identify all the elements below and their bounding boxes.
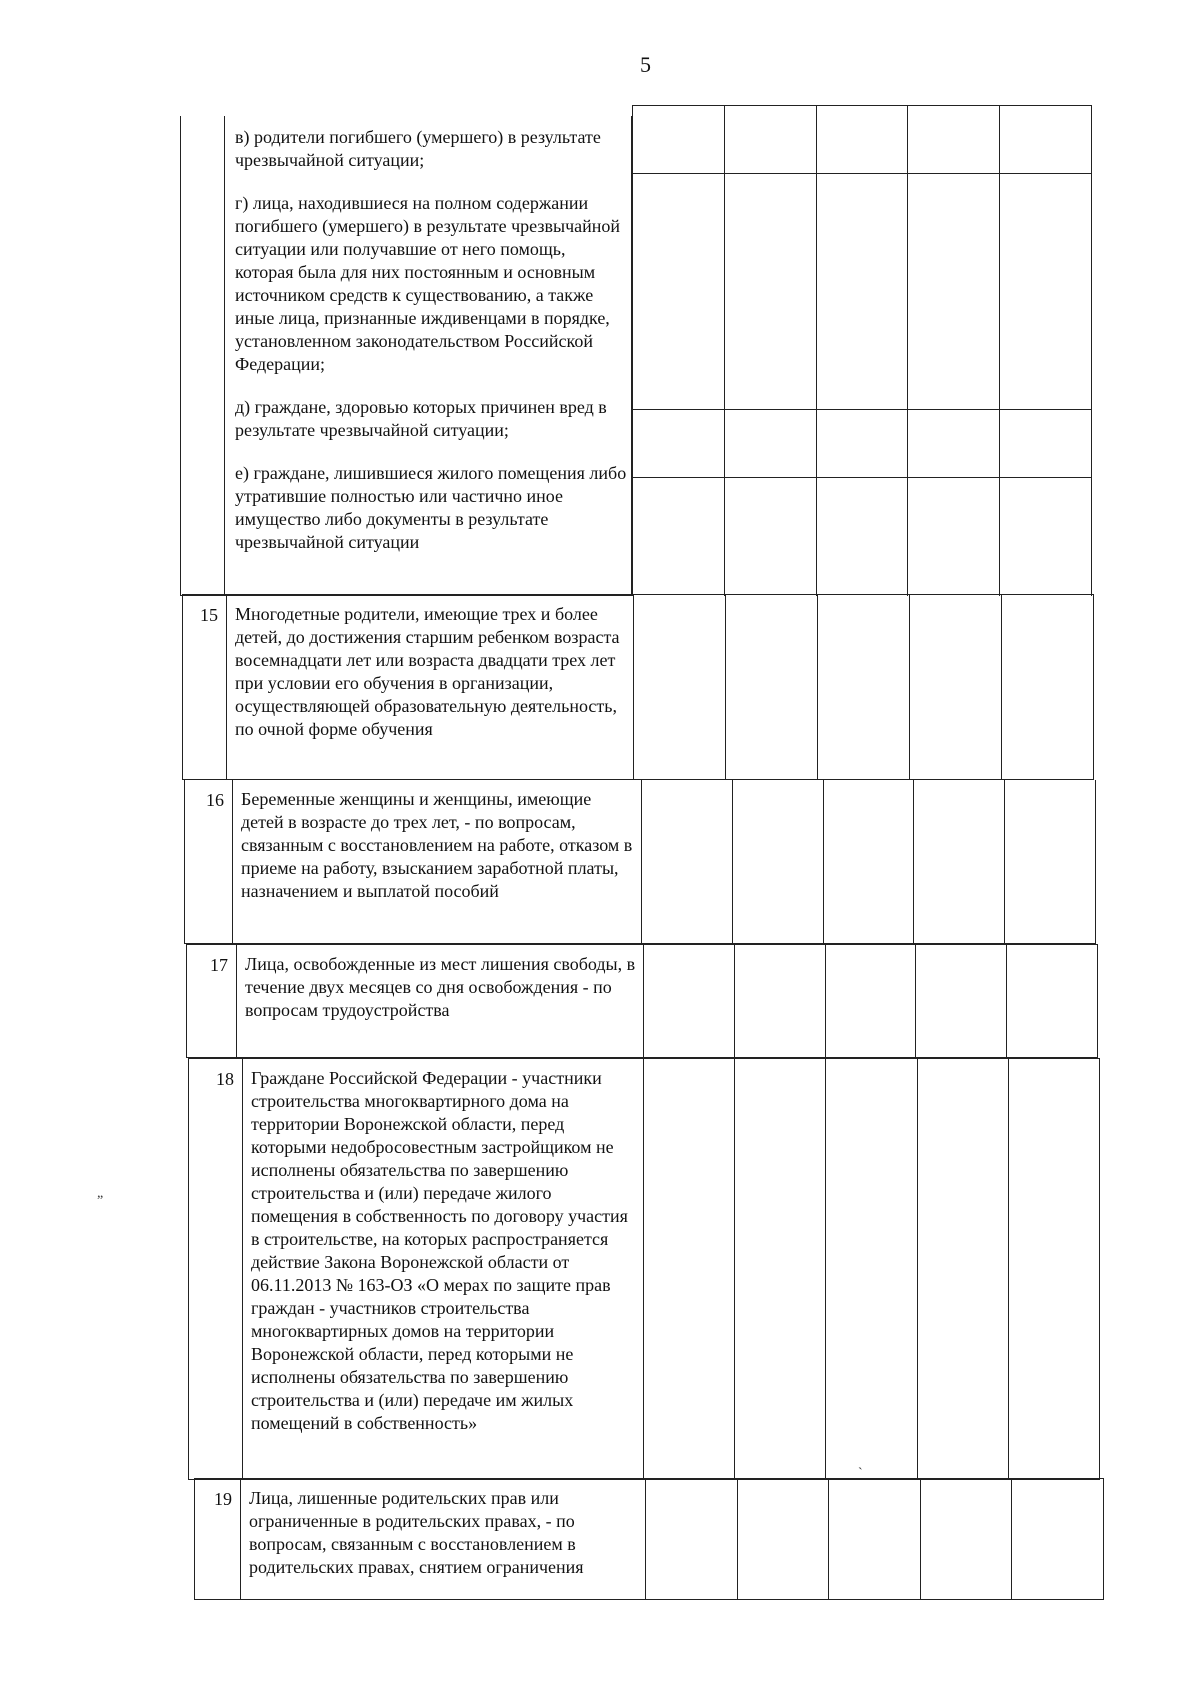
row-value-cells <box>633 595 1093 779</box>
value-cell <box>817 410 909 477</box>
value-cell <box>908 478 1000 596</box>
value-cell <box>633 106 725 173</box>
subrow-g <box>633 174 1091 410</box>
value-cell <box>725 478 817 596</box>
table-row-16 <box>184 780 1096 944</box>
value-cell <box>817 174 909 409</box>
value-cell <box>633 174 725 409</box>
value-cell <box>921 1479 1013 1599</box>
row-text-cell: Многодетные родители, имеющие трех и более детей, до достижения старшим ребенком возраста восемнадцати лет или возраста двадцати трех лет при условии его обучения в организации, осуществляющей образовательную деятельность, по очной форме обучения <box>235 604 620 739</box>
value-cell <box>725 174 817 409</box>
table-row-14-continued <box>180 116 632 596</box>
row-number-cell: 15 <box>183 595 227 779</box>
value-cell <box>1000 410 1091 477</box>
subrow-e <box>633 478 1091 596</box>
row-number-cell: 19 <box>195 1479 241 1599</box>
row-value-cells <box>643 945 1097 1057</box>
value-cell <box>726 595 818 779</box>
value-cell <box>1012 1479 1103 1599</box>
value-cell <box>644 945 735 1057</box>
value-cell <box>908 174 1000 409</box>
row-number-cell: 16 <box>185 780 233 943</box>
value-cell <box>826 1059 917 1479</box>
row-value-cells <box>645 1479 1103 1599</box>
value-cell <box>908 106 1000 173</box>
value-cell <box>1005 780 1095 943</box>
value-cell <box>644 1059 735 1479</box>
value-cell <box>829 1479 921 1599</box>
value-cell <box>646 1479 738 1599</box>
value-cell <box>1002 595 1093 779</box>
value-cell <box>908 410 1000 477</box>
row-text-cell <box>225 116 631 595</box>
value-cell <box>916 945 1007 1057</box>
subitem-g: г) лица, находившиеся на полном содержании погибшего (умершего) в результате чрезвычайной ситуации или получавшие от него помощь, которая была для них постоянным и основным источником средств к существованию, а также иные лица, признанные иждивенцами в порядке, установленном законодательством Российской Федерации; <box>235 193 621 374</box>
value-cell <box>733 780 824 943</box>
row-value-cells <box>643 1059 1099 1479</box>
stray-mark: „ <box>97 1186 104 1201</box>
value-cell <box>826 945 917 1057</box>
row-number-cell: 17 <box>187 945 237 1057</box>
value-cell <box>817 106 909 173</box>
value-cell <box>634 595 726 779</box>
value-cell <box>817 478 909 596</box>
table-row-19 <box>194 1478 1104 1600</box>
table-row-15 <box>182 594 1094 780</box>
tick-mark: ˋ <box>858 1466 863 1481</box>
value-cell <box>1000 478 1091 596</box>
row-number-cell <box>181 116 225 595</box>
subitem-v: в) родители погибшего (умершего) в результате чрезвычайной ситуации; <box>235 127 601 170</box>
value-cell <box>1009 1059 1099 1479</box>
value-cell <box>633 410 725 477</box>
subrow-v <box>633 106 1091 174</box>
row-value-cells <box>641 780 1095 943</box>
value-cell <box>914 780 1005 943</box>
value-cell <box>918 1059 1009 1479</box>
row-text-cell: Лица, освобожденные из мест лишения свободы, в течение двух месяцев со дня освобождения - по вопросам трудоустройства <box>245 954 636 1020</box>
page-number: 5 <box>640 52 651 77</box>
row-number-cell: 18 <box>189 1059 243 1479</box>
value-cell <box>910 595 1002 779</box>
value-cell <box>824 780 915 943</box>
value-cell <box>735 945 826 1057</box>
row-text-cell: Лица, лишенные родительских прав или ограниченные в родительских правах, - по вопросам, связанным с восстановлением в родительских правах, снятием ограничения <box>249 1488 584 1577</box>
value-cell <box>735 1059 826 1479</box>
value-cell <box>725 410 817 477</box>
table-row-17 <box>186 944 1098 1058</box>
value-cell <box>738 1479 830 1599</box>
value-cell <box>1007 945 1097 1057</box>
value-cell <box>642 780 733 943</box>
value-cell <box>633 478 725 596</box>
subitem-d: д) граждане, здоровью которых причинен вред в результате чрезвычайной ситуации; <box>235 397 607 440</box>
row-text-cell: Граждане Российской Федерации - участники строительства многоквартирного дома на территории Воронежской области, перед которыми недобросовестным застройщиком не исполнены обязательства по завершению строительства и (или) передаче жилого помещения в собственность по договору участия в строительстве, на которых распространяется действие Закона Воронежской области от 06.11.2013 № 163-ОЗ «О мерах по защите прав граждан - участников строительства многоквартирных домов на территории Воронежской области, перед которыми не исполнены обязательства по завершению строительства и (или) передаче им жилых помещений в собственность» <box>251 1068 628 1433</box>
value-cell <box>818 595 910 779</box>
subitem-e: е) граждане, лишившиеся жилого помещения либо утратившие полностью или частично иное имущество либо документы в результате чрезвычайной ситуации <box>235 463 627 552</box>
value-cell <box>1000 106 1091 173</box>
row-14-value-cells <box>632 105 1092 596</box>
table-row-18 <box>188 1058 1100 1480</box>
value-cell <box>725 106 817 173</box>
subrow-d <box>633 410 1091 478</box>
row-text-cell: Беременные женщины и женщины, имеющие детей в возрасте до трех лет, - по вопросам, связанным с восстановлением на работе, отказом в приеме на работу, взысканием заработной платы, назначением и выплатой пособий <box>241 789 633 901</box>
value-cell <box>1000 174 1091 409</box>
